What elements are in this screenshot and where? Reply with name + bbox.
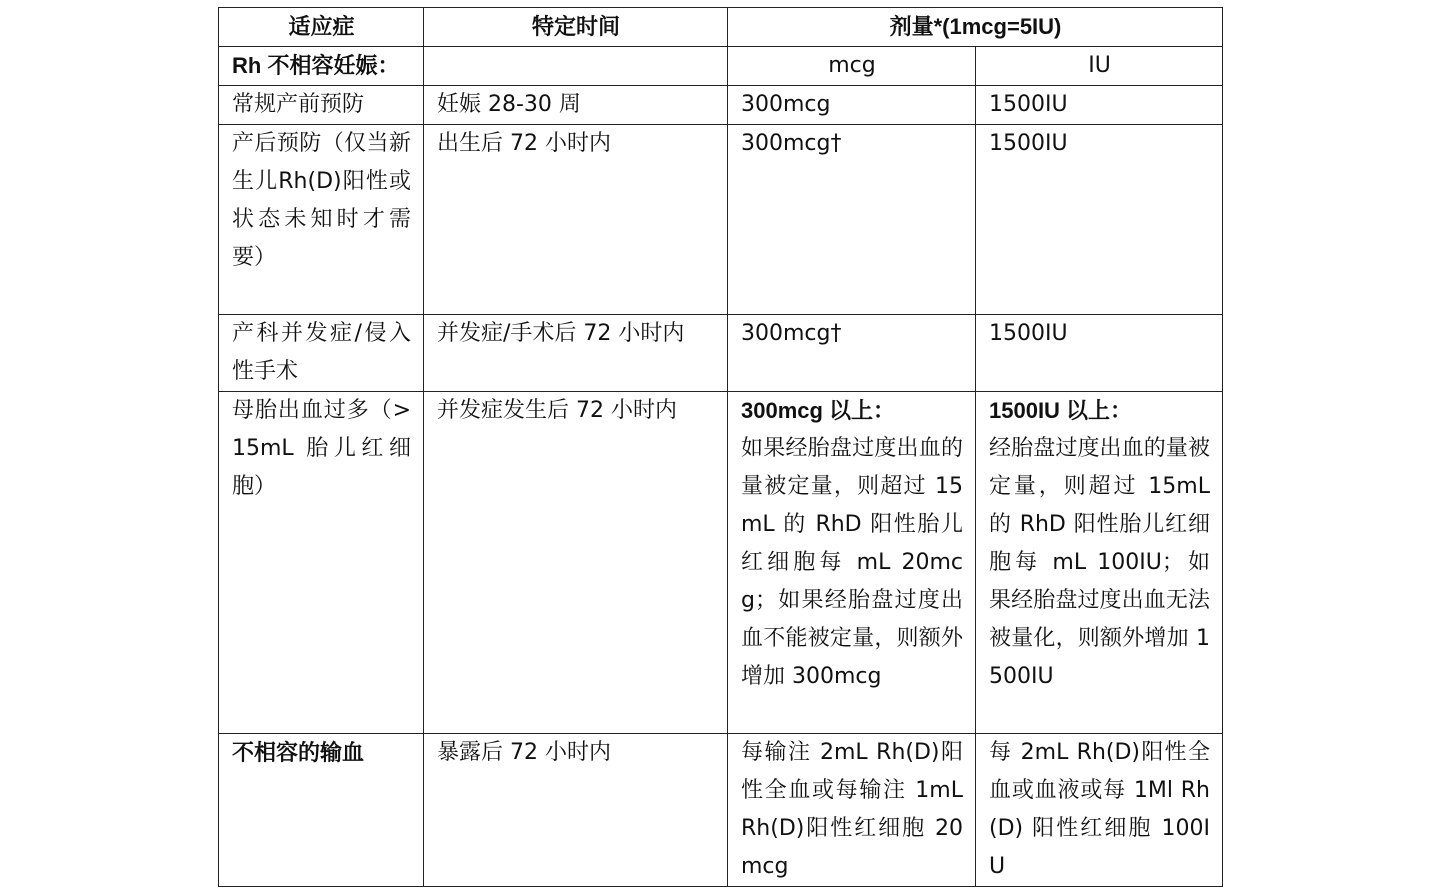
row-dose-mcg: 每输注 2mL Rh(D)阳性全血或每输注 1mL Rh(D)阳性红细胞 20mcg: [728, 734, 976, 887]
dose-mcg-detail: 如果经胎盘过度出血的量被定量，则超过 15mL 的 RhD 阳性胎儿红细胞每 mL 20mcg；如果经胎盘过度出血不能被定量，则额外增加 300mcg: [741, 436, 963, 689]
table-header-row: [219, 8, 1223, 47]
table-row: [219, 125, 1223, 315]
row-timing: 妊娠 28-30 周: [424, 86, 728, 125]
row-timing: 并发症/手术后 72 小时内: [424, 315, 728, 392]
dose-iu-title: 1500IU 以上：: [989, 398, 1133, 423]
dose-mcg-title: 300mcg 以上：: [741, 398, 896, 423]
subheader-iu: IU: [976, 47, 1223, 86]
row-indication: 母胎出血过多（>15mL 胎儿红细胞）: [219, 392, 424, 734]
table-row: [219, 86, 1223, 125]
row-timing: 出生后 72 小时内: [424, 125, 728, 315]
dose-iu-detail: 经胎盘过度出血的量被定量，则超过 15mL 的 RhD 阳性胎儿红细胞每 mL 100IU；如果经胎盘过度出血无法被量化，则额外增加 1500IU: [989, 436, 1210, 689]
table-row: [219, 734, 1223, 887]
row-dose-iu: 1500IU: [976, 125, 1223, 315]
header-dose: 剂量*(1mcg=5IU): [728, 8, 1223, 47]
row-indication: 产后预防（仅当新生儿Rh(D)阳性或状态未知时才需要）: [219, 125, 424, 315]
row-timing: 暴露后 72 小时内: [424, 734, 728, 887]
subheader-blank: [424, 47, 728, 86]
table-row: [219, 315, 1223, 392]
row-dose-iu: 每 2mL Rh(D)阳性全血或血液或每 1Ml Rh(D) 阳性红细胞 100IU: [976, 734, 1223, 887]
group-label-rh-incompatible-pregnancy: Rh 不相容妊娠：: [219, 47, 424, 86]
table-row: [219, 392, 1223, 734]
row-dose-mcg: 300mcg: [728, 86, 976, 125]
header-indication: 适应症: [219, 8, 424, 47]
row-dose-mcg: 300mcg†: [728, 125, 976, 315]
row-dose-mcg: 300mcg†: [728, 315, 976, 392]
row-dose-iu: 1500IU: [976, 315, 1223, 392]
row-indication: 常规产前预防: [219, 86, 424, 125]
row-dose-iu: 1500IU: [976, 86, 1223, 125]
dosage-table: [218, 7, 1223, 887]
row-dose-iu: [976, 392, 1223, 734]
row-indication: 不相容的输血: [219, 734, 424, 887]
header-timing: 特定时间: [424, 8, 728, 47]
row-timing: 并发症发生后 72 小时内: [424, 392, 728, 734]
row-indication: 产科并发症/侵入性手术: [219, 315, 424, 392]
subheader-mcg: mcg: [728, 47, 976, 86]
table-subheader-row: [219, 47, 1223, 86]
row-dose-mcg: [728, 392, 976, 734]
